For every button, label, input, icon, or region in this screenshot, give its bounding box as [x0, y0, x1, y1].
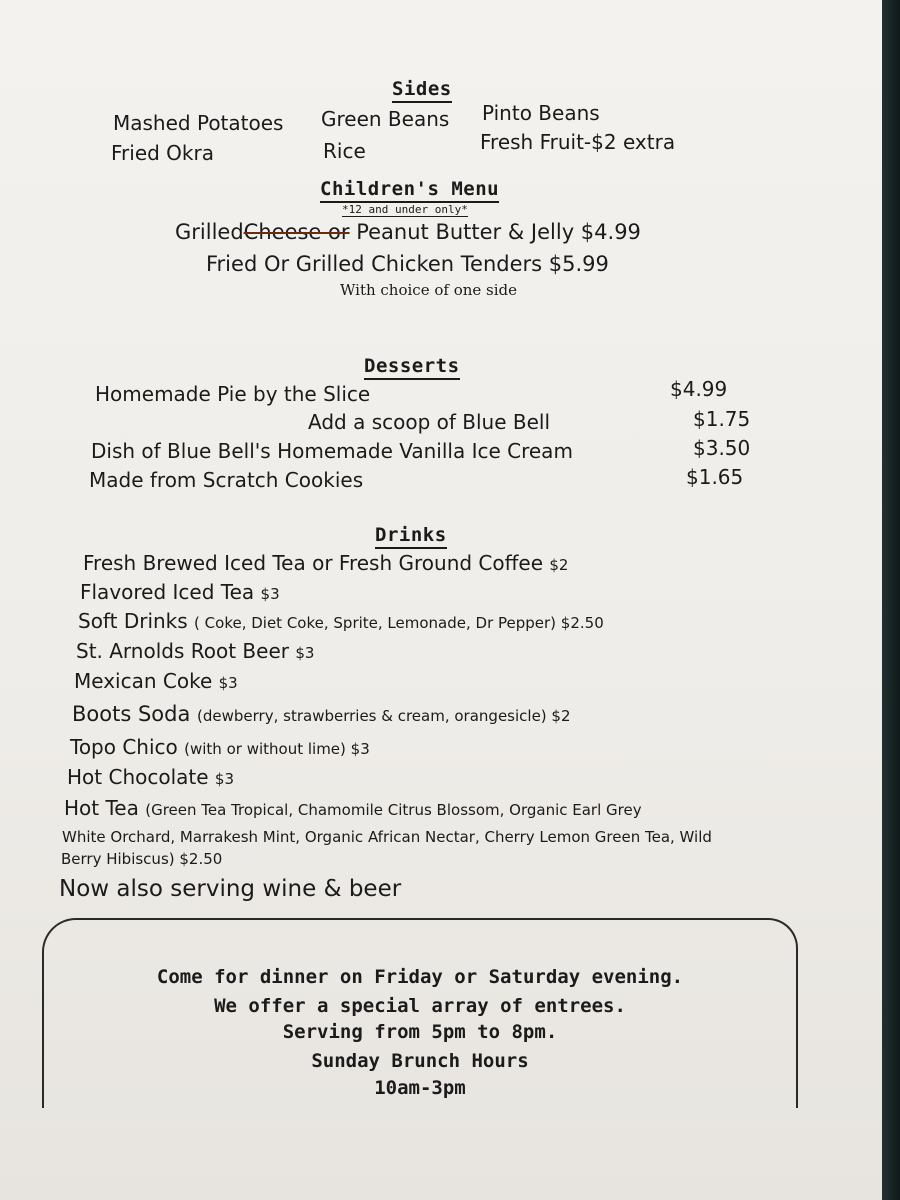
drink-detail: (Green Tea Tropical, Chamomile Citrus Blossom, Organic Earl Grey	[145, 801, 642, 819]
drink-detail: ( Coke, Diet Coke, Sprite, Lemonade, Dr Pepper) $2.50	[194, 614, 604, 632]
drink-name: Fresh Brewed Iced Tea or Fresh Ground Coffee	[83, 551, 544, 575]
dessert-item-name: Add a scoop of Blue Bell	[308, 410, 551, 434]
drink-name: Hot Chocolate	[67, 765, 209, 789]
dinner-info-line: Come for dinner on Friday or Saturday evening.	[156, 966, 684, 988]
drink-item-hot-tea	[64, 796, 642, 820]
sides-heading: Sides	[392, 78, 452, 103]
dinner-info-line: 10am-3pm	[374, 1077, 466, 1099]
drink-item	[74, 669, 238, 693]
drink-item	[76, 639, 314, 663]
drink-detail: $3	[218, 674, 238, 692]
drinks-heading: Drinks	[375, 524, 447, 549]
children-item-chicken-tenders: Fried Or Grilled Chicken Tenders $5.99	[206, 252, 609, 276]
drink-name: Boots Soda	[72, 702, 191, 726]
side-item: Pinto Beans	[482, 101, 600, 125]
drink-item	[70, 735, 370, 759]
hot-tea-continued: Berry Hibiscus) $2.50	[61, 850, 223, 868]
dessert-item-name: Dish of Blue Bell's Homemade Vanilla Ice Cream	[91, 439, 573, 463]
cheese-text: Cheese or	[243, 220, 350, 244]
dinner-info-line: Serving from 5pm to 8pm.	[282, 1021, 558, 1043]
side-item: Fresh Fruit-$2 extra	[480, 130, 676, 154]
dessert-item-name: Homemade Pie by the Slice	[95, 382, 371, 406]
drink-name: Topo Chico	[70, 735, 178, 759]
drink-item	[67, 765, 234, 789]
dessert-item-price: $1.75	[693, 407, 751, 431]
drink-detail: (with or without lime) $3	[184, 740, 370, 758]
side-item: Green Beans	[321, 107, 450, 131]
children-item-grilled-cheese-pbj	[175, 220, 641, 244]
dinner-info-box	[42, 918, 798, 1108]
grilled-text: Grilled	[175, 220, 244, 244]
drink-item	[80, 580, 280, 604]
children-age-note: *12 and under only*	[342, 203, 468, 216]
side-item: Rice	[323, 139, 366, 163]
drink-item	[78, 609, 604, 633]
drink-name: Flavored Iced Tea	[80, 580, 255, 604]
children-menu-heading: Children's Menu	[320, 178, 499, 203]
dinner-info-line: We offer a special array of entrees.	[214, 995, 626, 1017]
desserts-heading: Desserts	[364, 355, 460, 380]
dessert-item-price: $4.99	[670, 377, 728, 401]
drink-name: Soft Drinks	[78, 609, 188, 633]
dessert-item-name: Made from Scratch Cookies	[89, 468, 364, 492]
drink-detail: $2	[549, 556, 569, 574]
drink-name: Mexican Coke	[74, 669, 213, 693]
drink-item	[83, 551, 568, 575]
drink-detail: (dewberry, strawberries & cream, orangesicle) $2	[197, 707, 571, 725]
side-item: Fried Okra	[111, 141, 214, 165]
wine-beer-note: Now also serving wine & beer	[59, 876, 402, 902]
dessert-item-price: $1.65	[686, 465, 744, 489]
side-item: Mashed Potatoes	[113, 111, 284, 135]
page-edge-shadow	[882, 0, 900, 1200]
peanut-text: Peanut	[356, 220, 429, 244]
drink-detail: $3	[214, 770, 234, 788]
drink-detail: $3	[260, 585, 280, 603]
drink-detail: $3	[295, 644, 315, 662]
children-side-note: With choice of one side	[340, 281, 518, 299]
hot-tea-continued: White Orchard, Marrakesh Mint, Organic African Nectar, Cherry Lemon Green Tea, Wild	[62, 828, 712, 846]
dinner-info-line: Sunday Brunch Hours	[311, 1050, 529, 1072]
drink-name: St. Arnolds Root Beer	[76, 639, 289, 663]
dessert-item-price: $3.50	[693, 436, 751, 460]
drink-item	[72, 702, 571, 726]
drink-name: Hot Tea	[64, 796, 139, 820]
butter-jelly-price-text: Butter & Jelly $4.99	[435, 220, 641, 244]
